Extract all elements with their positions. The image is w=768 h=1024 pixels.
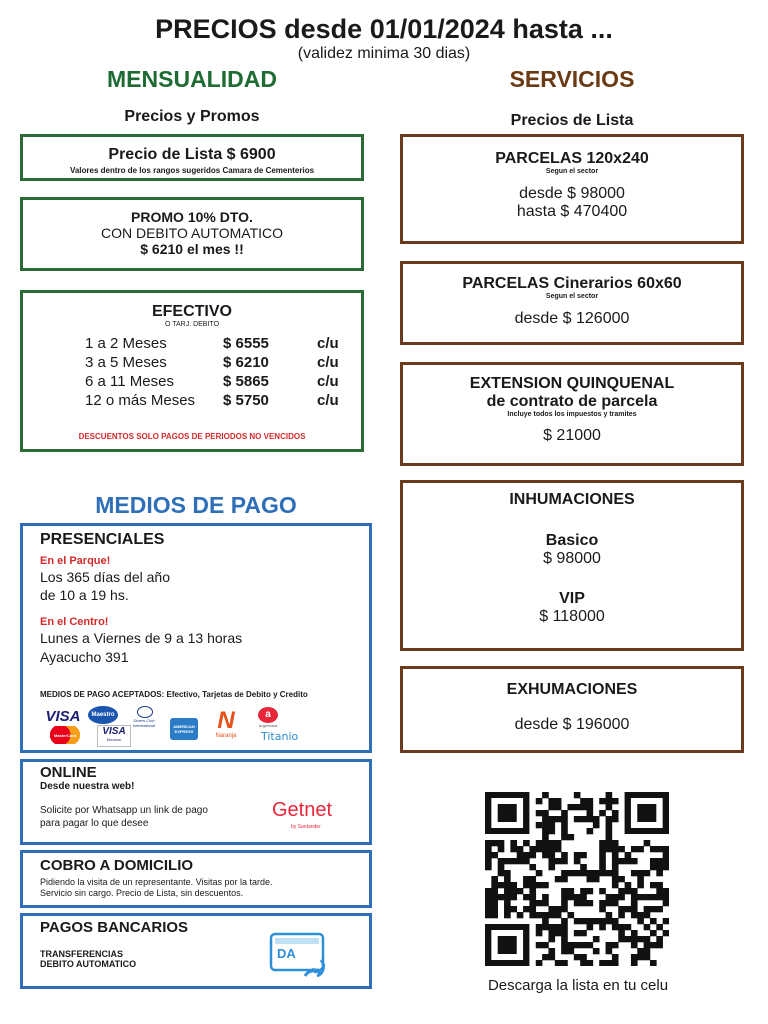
promo-line1: PROMO 10% DTO. (131, 209, 253, 225)
centro-label: En el Centro! (40, 616, 109, 628)
extension-title1: EXTENSION QUINQUENAL (469, 375, 675, 392)
table-row (85, 372, 339, 391)
qr-code[interactable] (485, 792, 669, 966)
period-cell: 12 o más Meses (85, 392, 196, 409)
exhumaciones-price: desde $ 196000 (514, 716, 630, 733)
parque-line2: de 10 a 19 hs. (40, 587, 129, 603)
efectivo-subtitle: O TARJ. DEBITO (164, 321, 220, 328)
extension-note: Incluye todos los impuestos y tramites (507, 411, 637, 418)
parcelas-hasta: hasta $ 470400 (516, 203, 628, 220)
inhumaciones-box (400, 480, 744, 651)
diners-text: Diners Club International (132, 718, 155, 728)
qr-caption: Descarga la lista en tu celu (487, 977, 669, 994)
diners-logo (127, 706, 161, 728)
domicilio-line1: Pidiendo la visita de un representante. Visitas por la tarde. (40, 877, 273, 887)
cinerarios-box (400, 261, 744, 345)
medios-aceptados: MEDIOS DE PAGO ACEPTADOS: Efectivo, Tarjetas de Debito y Credito (40, 690, 308, 699)
da-text: DA (277, 946, 296, 961)
cinerarios-title: PARCELAS Cinerarios 60x60 (462, 275, 682, 292)
bancarios-box (20, 913, 372, 989)
period-cell: 6 a 11 Meses (85, 373, 174, 390)
inhumaciones-vip-price: $ 118000 (539, 608, 605, 625)
presenciales-title: PRESENCIALES (40, 531, 165, 548)
online-subtitle: Desde nuestra web! (40, 781, 135, 792)
parcelas-desde: desde $ 98000 (519, 185, 625, 202)
page-title: PRECIOS desde 01/01/2024 hasta ... (155, 14, 613, 44)
amex-logo: AMERICAN EXPRESS (170, 718, 198, 740)
bancarios-title: PAGOS BANCARIOS (40, 919, 189, 936)
argencard-text: Argencard (258, 723, 278, 728)
inhumaciones-basic-price: $ 98000 (543, 550, 601, 567)
medios-heading: MEDIOS DE PAGO (95, 492, 297, 518)
extension-price: $ 21000 (543, 427, 601, 444)
servicios-heading: SERVICIOS (509, 66, 635, 92)
mensualidad-subheading: Precios y Promos (124, 108, 260, 125)
table-row (85, 353, 339, 372)
visa-electron-text: VISA (102, 726, 126, 737)
efectivo-footnote: DESCUENTOS SOLO PAGOS DE PERIODOS NO VENCIDOS (78, 432, 306, 441)
qr-code-graphic (485, 792, 669, 966)
period-cell: 1 a 2 Meses (85, 335, 167, 352)
unit-cell: c/u (317, 354, 339, 371)
getnet-sub: by Santander (291, 824, 321, 830)
extension-title2: de contrato de parcela (486, 393, 658, 410)
price-cell: $ 6555 (223, 335, 269, 352)
visa-electron-sub: Electron (106, 737, 122, 742)
unit-cell: c/u (317, 392, 339, 409)
mastercard-logo: MasterCard (49, 726, 81, 744)
maestro-logo: Maestro (88, 706, 118, 724)
titanio-logo: Titanio (261, 730, 299, 743)
promo-line2: CON DEBITO AUTOMATICO (100, 225, 284, 241)
extension-box (400, 362, 744, 466)
exhumaciones-title: EXHUMACIONES (506, 681, 638, 698)
parcelas-title: PARCELAS 120x240 (495, 150, 649, 167)
period-cell: 3 a 5 Meses (85, 354, 167, 371)
centro-line1: Lunes a Viernes de 9 a 13 horas (40, 630, 243, 646)
domicilio-title: COBRO A DOMICILIO (40, 857, 194, 874)
inhumaciones-basic-label: Basico (545, 532, 599, 549)
argencard-logo: a Argencard (255, 707, 281, 733)
price-cell: $ 5750 (223, 392, 269, 409)
getnet-logo: Getnet (272, 799, 333, 821)
precio-lista-note: Valores dentro de los rangos sugeridos Camara de Cementerios (69, 166, 315, 175)
online-title: ONLINE (40, 764, 97, 781)
domicilio-box (20, 850, 372, 908)
table-row (85, 391, 339, 410)
inhumaciones-vip-label: VIP (559, 590, 585, 607)
mensualidad-heading: MENSUALIDAD (107, 66, 277, 92)
table-row (85, 334, 339, 353)
precio-lista-box (20, 134, 364, 181)
cinerarios-price: desde $ 126000 (514, 310, 630, 327)
unit-cell: c/u (317, 373, 339, 390)
unit-cell: c/u (317, 335, 339, 352)
precio-lista-title: Precio de Lista $ 6900 (108, 146, 276, 163)
cinerarios-note: Segun el sector (545, 293, 599, 300)
price-cell: $ 6210 (223, 354, 269, 371)
parcelas-note: Segun el sector (545, 168, 599, 175)
promo-box (20, 197, 364, 271)
inhumaciones-title: INHUMACIONES (509, 491, 635, 508)
debito-automatico-icon (269, 930, 329, 984)
parque-line1: Los 365 días del año (40, 569, 170, 585)
page-subtitle: (validez minima 30 dias) (297, 45, 471, 62)
online-line1: Solicite por Whatsapp un link de pago (40, 805, 208, 816)
efectivo-title: EFECTIVO (151, 303, 232, 320)
price-cell: $ 5865 (223, 373, 269, 390)
visa-logo: VISA (45, 707, 81, 725)
bancarios-line2: DEBITO AUTOMATICO (40, 959, 137, 969)
servicios-subheading: Precios de Lista (510, 112, 634, 129)
parcelas-box (400, 134, 744, 244)
naranja-logo: N Naranja (209, 709, 243, 745)
efectivo-box (20, 290, 364, 452)
bancarios-line1: TRANSFERENCIAS (40, 949, 124, 959)
promo-line3: $ 6210 el mes !! (140, 241, 244, 257)
visa-electron-logo (97, 725, 131, 747)
efectivo-table (85, 334, 339, 410)
domicilio-line2: Servicio sin cargo. Precio de Lista, sin descuentos. (40, 888, 244, 898)
online-box (20, 759, 372, 845)
parque-label: En el Parque! (40, 555, 111, 567)
centro-line2: Ayacucho 391 (40, 649, 129, 665)
presenciales-box (20, 523, 372, 753)
exhumaciones-box (400, 666, 744, 753)
online-line2: para pagar lo que desee (40, 818, 149, 829)
naranja-text: Naranja (215, 733, 237, 739)
